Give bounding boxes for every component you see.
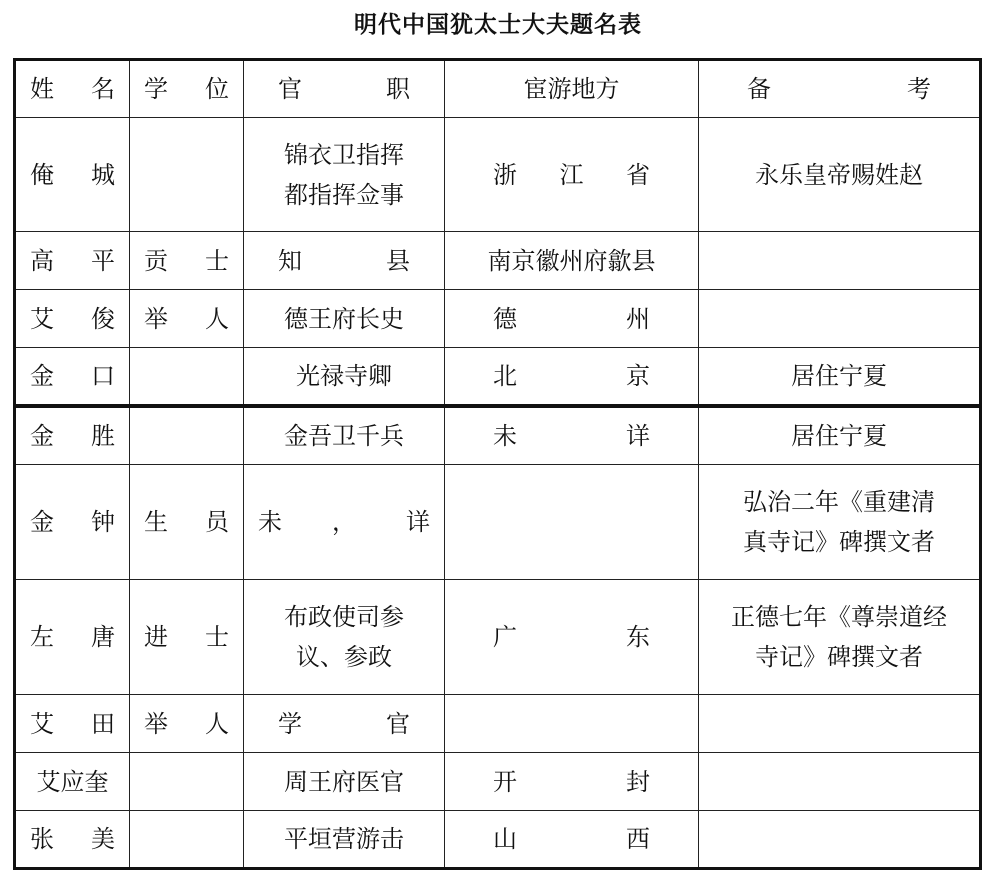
column-header: 姓 名 [15,60,130,118]
place-cell: 德 州 [445,290,699,348]
note-cell: 居住宁夏 [699,407,981,465]
name-cell: 金 胜 [15,407,130,465]
name-cell: 艾 俊 [15,290,130,348]
column-header: 备 考 [699,60,981,118]
name-cell: 张 美 [15,811,130,869]
officials-table-part-1 [13,58,982,407]
place-cell [445,695,699,753]
degree-cell [130,753,244,811]
office-cell: 平垣营游击 [244,811,445,869]
degree-cell [130,811,244,869]
office-cell: 知 县 [244,232,445,290]
table-row [15,811,981,869]
office-cell: 周王府医官 [244,753,445,811]
note-cell [699,695,981,753]
office-cell: 光禄寺卿 [244,348,445,406]
note-cell [699,753,981,811]
place-cell: 北 京 [445,348,699,406]
name-cell: 左 唐 [15,580,130,695]
name-cell: 艾应奎 [15,753,130,811]
table-row [15,407,981,465]
office-cell: 德王府长史 [244,290,445,348]
place-cell: 开 封 [445,753,699,811]
note-cell: 正德七年《尊崇道经 寺记》碑撰文者 [699,580,981,695]
note-cell: 永乐皇帝赐姓赵 [699,118,981,232]
degree-cell: 举 人 [130,290,244,348]
note-cell [699,811,981,869]
table-row [15,118,981,232]
officials-table-part-2 [13,405,982,870]
place-cell: 浙 江 省 [445,118,699,232]
column-header: 学 位 [130,60,244,118]
place-cell: 南京徽州府歙县 [445,232,699,290]
name-cell: 金 口 [15,348,130,406]
degree-cell: 生 员 [130,465,244,580]
office-cell: 金吾卫千兵 [244,407,445,465]
table-row [15,465,981,580]
header-row [15,60,981,118]
table-row [15,348,981,406]
place-cell [445,465,699,580]
table-title: 明代中国犹太士大夫题名表 [354,12,642,38]
table-row [15,290,981,348]
office-cell: 学 官 [244,695,445,753]
name-cell: 俺 城 [15,118,130,232]
note-cell: 弘治二年《重建清 真寺记》碑撰文者 [699,465,981,580]
office-cell: 布政使司参 议、参政 [244,580,445,695]
degree-cell [130,407,244,465]
name-cell: 高 平 [15,232,130,290]
name-cell: 金 钟 [15,465,130,580]
place-cell: 广 东 [445,580,699,695]
office-cell: 未 ， 详 [244,465,445,580]
table-row [15,695,981,753]
degree-cell: 贡 士 [130,232,244,290]
table-row [15,753,981,811]
place-cell: 山 西 [445,811,699,869]
degree-cell: 进 士 [130,580,244,695]
note-cell [699,290,981,348]
note-cell [699,232,981,290]
name-cell: 艾 田 [15,695,130,753]
table-row [15,232,981,290]
place-cell: 未 详 [445,407,699,465]
column-header: 宦游地方 [445,60,699,118]
degree-cell: 举 人 [130,695,244,753]
table-row [15,580,981,695]
note-cell: 居住宁夏 [699,348,981,406]
column-header: 官 职 [244,60,445,118]
degree-cell [130,118,244,232]
office-cell: 锦衣卫指挥 都指挥佥事 [244,118,445,232]
degree-cell [130,348,244,406]
